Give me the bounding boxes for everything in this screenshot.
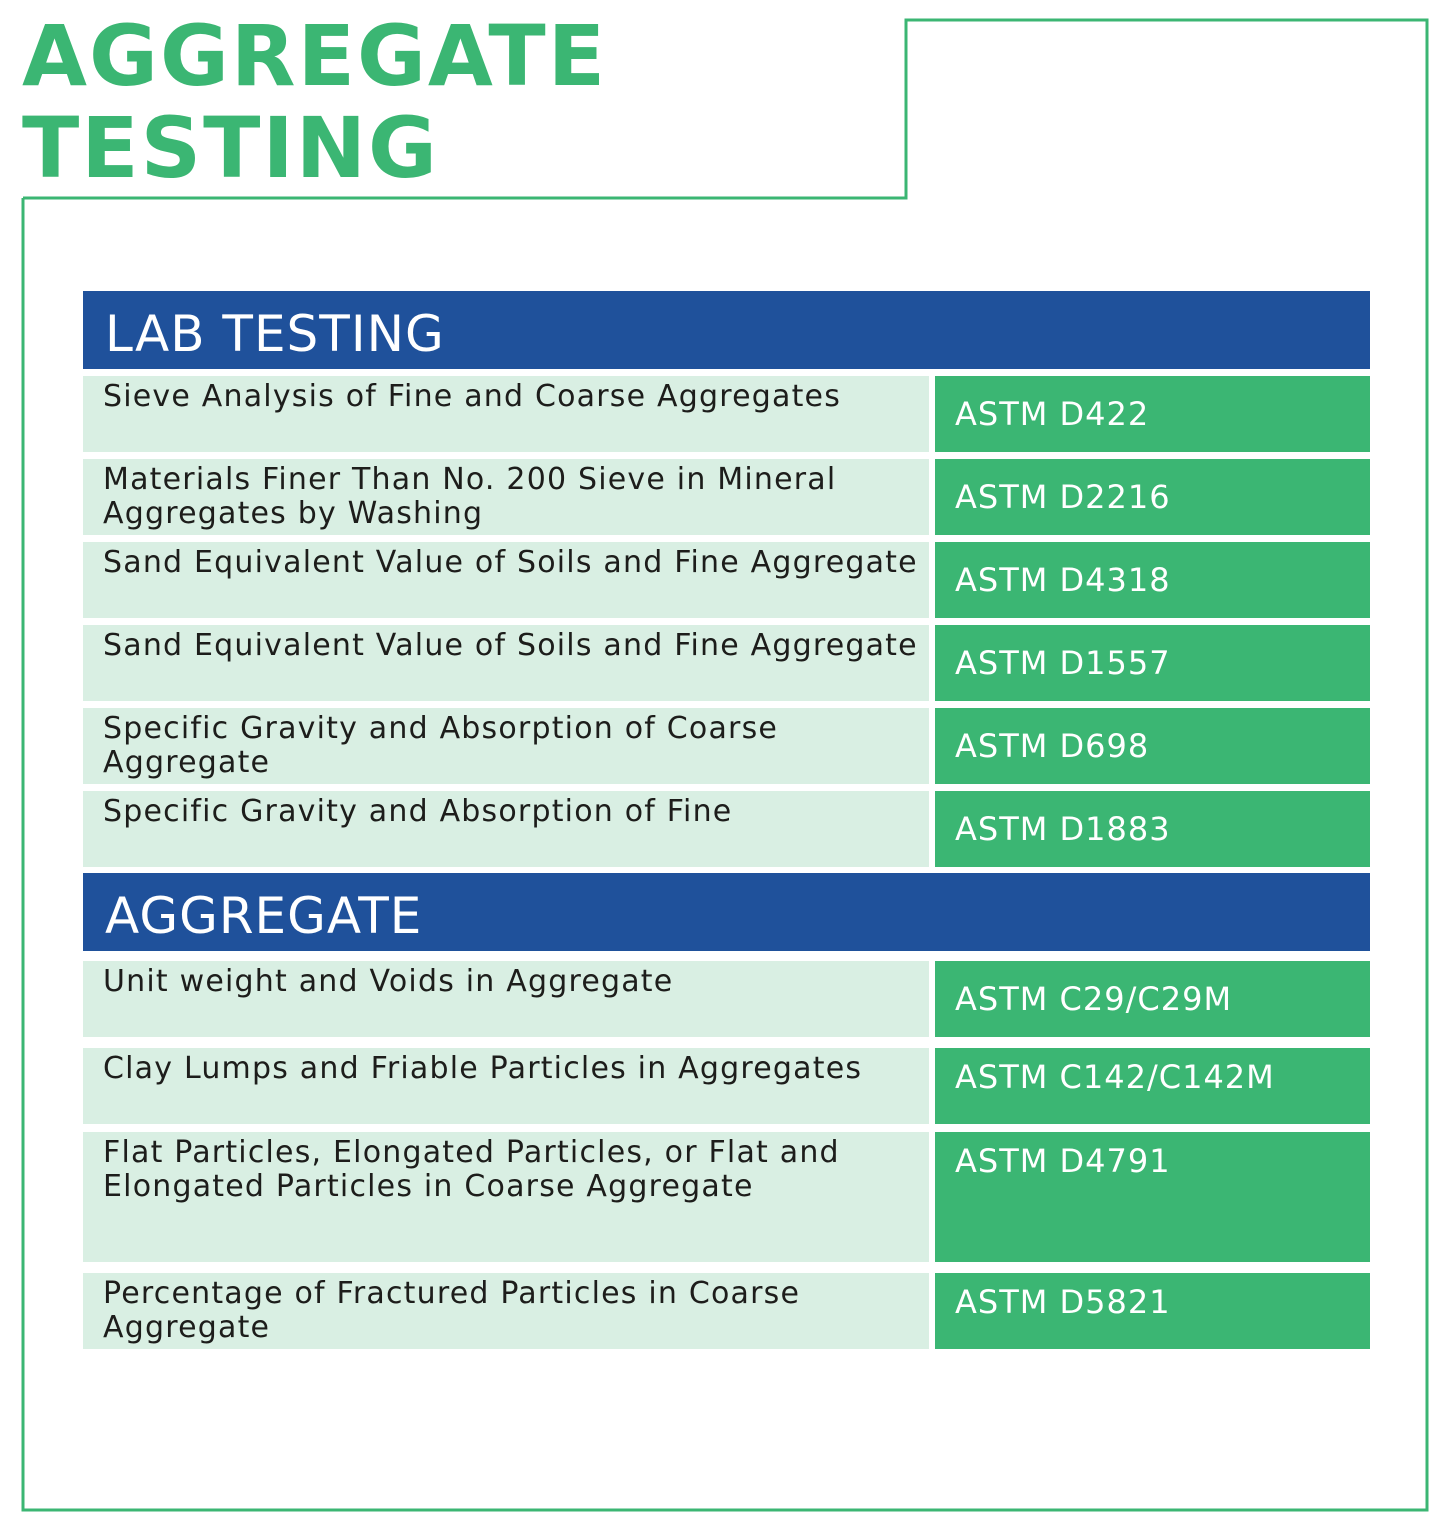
test-name: Percentage of Fractured Particles in Coarse Aggregate [83, 1273, 929, 1349]
test-name: Materials Finer Than No. 200 Sieve in Mineral Aggregates by Washing [83, 459, 929, 535]
test-standard: ASTM D422 [935, 376, 1370, 452]
test-name: Unit weight and Voids in Aggregate [83, 961, 929, 1037]
table-row [83, 1273, 1370, 1349]
table-row [83, 459, 1370, 535]
test-name: Flat Particles, Elongated Particles, or Flat and Elongated Particles in Coarse Aggregate [83, 1132, 929, 1262]
table-row [83, 542, 1370, 618]
table-row [83, 625, 1370, 701]
page-title [22, 7, 608, 197]
test-standard: ASTM C142/C142M [935, 1048, 1370, 1124]
table-row [83, 1132, 1370, 1262]
section-header-lab-testing: LAB TESTING [83, 291, 1370, 369]
table-row [83, 1048, 1370, 1124]
test-standard: ASTM D5821 [935, 1273, 1370, 1349]
test-name: Specific Gravity and Absorption of Coarse Aggregate [83, 708, 929, 784]
test-standard: ASTM D1883 [935, 791, 1370, 867]
table-row [83, 708, 1370, 784]
test-standard: ASTM D4318 [935, 542, 1370, 618]
test-standard: ASTM D4791 [935, 1132, 1370, 1262]
test-name: Clay Lumps and Friable Particles in Aggregates [83, 1048, 929, 1124]
table-row [83, 376, 1370, 452]
page-title-line-1: AGGREGATE [22, 7, 608, 105]
test-name: Specific Gravity and Absorption of Fine [83, 791, 929, 867]
page-title-line-2: TESTING [22, 99, 439, 197]
table-row [83, 961, 1370, 1037]
section-header-aggregate: AGGREGATE [83, 873, 1370, 951]
test-standard: ASTM D2216 [935, 459, 1370, 535]
test-name: Sand Equivalent Value of Soils and Fine Aggregate [83, 542, 929, 618]
table-row [83, 791, 1370, 867]
test-standard: ASTM D1557 [935, 625, 1370, 701]
test-standard: ASTM C29/C29M [935, 961, 1370, 1037]
test-standard: ASTM D698 [935, 708, 1370, 784]
test-name: Sieve Analysis of Fine and Coarse Aggregates [83, 376, 929, 452]
test-name: Sand Equivalent Value of Soils and Fine Aggregate [83, 625, 929, 701]
